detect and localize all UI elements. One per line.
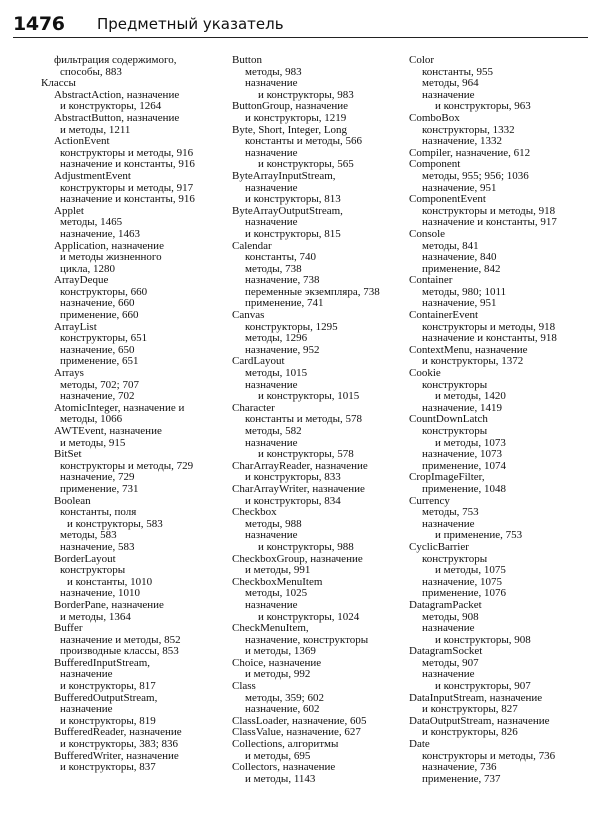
index-entry: назначение, 1010 <box>60 587 141 600</box>
index-entry: Console <box>409 227 446 240</box>
index-entry: и конструкторы, 815 <box>245 227 341 240</box>
index-entry: CharArrayWriter, назначение <box>232 482 365 495</box>
index-entry: Application, назначение <box>54 239 164 252</box>
index-entry: Choice, назначение <box>232 656 322 669</box>
page-number: 1476 <box>13 13 65 35</box>
index-entry: ActionEvent <box>54 135 110 148</box>
index-entry: BitSet <box>54 448 82 461</box>
index-entry: назначение, конструкторы <box>245 633 369 646</box>
index-entry: применение, 1074 <box>422 459 507 472</box>
index-entry: BufferedReader, назначение <box>54 726 182 739</box>
index-entry: и применение, 753 <box>435 529 523 542</box>
index-entry: ContainerEvent <box>409 309 479 322</box>
index-entry: Canvas <box>232 309 265 322</box>
index-entry: назначение <box>245 181 298 194</box>
index-entry: и методы, 1420 <box>435 390 506 403</box>
index-entry: назначение <box>245 77 298 90</box>
index-entry: и конструкторы, 907 <box>435 680 531 693</box>
index-entry: и методы, 1073 <box>435 436 506 449</box>
index-entry: и методы, 992 <box>245 668 311 681</box>
index-entry: Buffer <box>54 622 83 635</box>
index-entry: и конструкторы, 1015 <box>258 390 360 403</box>
index-entry: Class <box>232 680 256 693</box>
index-entry: CheckboxGroup, назначение <box>232 552 363 565</box>
index-entry: назначение <box>422 668 475 681</box>
index-entry: Collections, алгоритмы <box>232 738 339 751</box>
index-entry: AdjustmentEvent <box>54 169 131 182</box>
index-entry: конструкторы и методы, 918 <box>422 204 556 217</box>
index-entry: и конструкторы, 813 <box>245 193 341 206</box>
index-entry: и конструкторы, 988 <box>258 540 354 553</box>
page-title: Предметный указатель <box>97 15 284 33</box>
index-entry: назначение, 1419 <box>422 401 503 414</box>
index-entry: производные классы, 853 <box>60 645 179 658</box>
index-entry: назначение и константы, 918 <box>422 332 557 345</box>
index-entry: CheckMenuItem, <box>232 622 309 635</box>
index-entry: Component <box>409 158 461 171</box>
index-entry: и методы, 1075 <box>435 564 506 577</box>
index-entry: Character <box>232 401 275 414</box>
index-entry: AbstractAction, назначение <box>54 88 180 101</box>
index-entry: Arrays <box>54 367 84 380</box>
index-entry: и конструкторы, 578 <box>258 448 354 461</box>
index-entry: применение, 1048 <box>422 482 507 495</box>
index-entry: назначение, 1332 <box>422 135 503 148</box>
index-entry: применение, 660 <box>60 309 139 322</box>
index-entry: и конструкторы, 1219 <box>245 111 347 124</box>
index-entry: назначение <box>422 622 475 635</box>
index-entry: Currency <box>409 494 450 507</box>
index-entry: DatagramSocket <box>409 645 483 658</box>
index-entry: константы и методы, 566 <box>245 135 363 148</box>
index-entry: ContextMenu, назначение <box>409 343 528 356</box>
index-entry: и конструкторы, 963 <box>435 100 531 113</box>
index-entry: конструкторы и методы, 917 <box>60 181 194 194</box>
index-entry: методы, 1465 <box>60 216 123 229</box>
index-entry: BufferedInputStream, <box>54 656 151 669</box>
index-entry: конструкторы и методы, 736 <box>422 749 556 762</box>
index-entry: и конструкторы, 826 <box>422 726 518 739</box>
index-entry: назначение <box>245 529 298 542</box>
index-entry: методы, 907 <box>422 656 479 669</box>
index-entry: назначение, 736 <box>422 761 497 774</box>
index-entry: назначение, 660 <box>60 297 135 310</box>
index-entry: методы, 582 <box>245 425 302 437</box>
index-entry: назначение, 951 <box>422 181 497 194</box>
index-entry: и конструкторы, 833 <box>245 471 341 484</box>
index-entry: методы, 1015 <box>245 367 308 380</box>
index-entry: конструкторы <box>422 425 488 437</box>
index-entry: и конструкторы, 1264 <box>60 100 162 113</box>
index-entry: назначение, 583 <box>60 540 135 553</box>
index-entry: BorderLayout <box>54 552 116 565</box>
index-entry: Boolean <box>54 494 91 507</box>
index-entry: Button <box>232 54 262 66</box>
index-entry: методы, 1025 <box>245 587 308 600</box>
index-entry: и методы, 1143 <box>245 772 316 785</box>
index-entry: и конструкторы, 908 <box>435 633 531 646</box>
index-entry: ArrayList <box>54 320 97 333</box>
index-entry: ClassLoader, назначение, 605 <box>232 714 367 727</box>
index-entry: методы, 702; 707 <box>60 378 139 391</box>
index-entry: назначение, 1075 <box>422 575 503 588</box>
index-entry: конструкторы, 1332 <box>422 123 515 136</box>
index-entry: и методы, 915 <box>60 436 126 449</box>
index-entry: методы, 955; 956; 1036 <box>422 169 529 182</box>
index-entry: Color <box>409 54 435 66</box>
index-entry: назначение, 729 <box>60 471 135 484</box>
index-column-2 <box>232 55 402 785</box>
index-entry: конструкторы и методы, 916 <box>60 146 194 159</box>
index-entry: CyclicBarrier <box>409 540 469 553</box>
index-entry: ButtonGroup, назначение <box>232 100 349 113</box>
index-entry: назначение и константы, 916 <box>60 158 195 171</box>
index-entry: методы, 359; 602 <box>245 691 324 704</box>
index-entry: методы, 738 <box>245 262 302 275</box>
index-entry: Applet <box>54 204 84 217</box>
index-entry: и конструкторы, 583 <box>67 517 163 530</box>
index-entry: и методы, 695 <box>245 749 311 762</box>
index-entry: назначение <box>422 517 475 530</box>
index-entry: конструкторы и методы, 918 <box>422 320 556 333</box>
index-entry: назначение и константы, 916 <box>60 193 195 206</box>
index-entry: Container <box>409 274 453 287</box>
index-entry: Byte, Short, Integer, Long <box>232 123 348 136</box>
index-entry: Checkbox <box>232 506 277 519</box>
index-entry: ByteArrayInputStream, <box>232 169 336 182</box>
index-entry: методы, 583 <box>60 529 117 542</box>
index-entry: назначение, 602 <box>245 703 320 716</box>
index-entry: и конструкторы, 983 <box>258 88 354 101</box>
index-entry: и конструкторы, 1372 <box>422 355 524 368</box>
index-entry: применение, 741 <box>245 297 324 310</box>
index-entry: AbstractButton, назначение <box>54 111 180 124</box>
index-entry: AWTEvent, назначение <box>54 425 162 437</box>
index-entry: CountDownLatch <box>409 413 488 426</box>
index-entry: и методы жизненного <box>60 251 162 264</box>
index-entry: переменные экземпляра, 738 <box>245 285 380 298</box>
index-entry: методы, 908 <box>422 610 479 623</box>
index-entry: константы, 955 <box>422 65 493 78</box>
index-entry: CharArrayReader, назначение <box>232 459 368 472</box>
index-entry: конструкторы <box>422 378 488 391</box>
index-entry: и конструкторы, 1024 <box>258 610 360 623</box>
index-entry: назначение и методы, 852 <box>60 633 181 646</box>
index-entry: и конструкторы, 383; 836 <box>60 738 179 751</box>
index-column-3 <box>409 55 594 785</box>
index-entry: методы, 753 <box>422 506 479 519</box>
index-entry: применение, 737 <box>422 772 501 785</box>
index-entry: фильтрация содержимого, <box>54 54 177 66</box>
index-entry: назначение, 650 <box>60 343 135 356</box>
index-entry: и конструкторы, 834 <box>245 494 341 507</box>
index-entry: назначение <box>245 146 298 159</box>
index-entry: методы, 988 <box>245 517 302 530</box>
index-entry: методы, 1296 <box>245 332 308 345</box>
index-entry: конструкторы <box>60 564 126 577</box>
index-entry: и конструкторы, 817 <box>60 680 156 693</box>
index-entry: цикла, 1280 <box>60 262 115 275</box>
index-entry: CheckboxMenuItem <box>232 575 323 588</box>
index-entry: AtomicInteger, назначение и <box>54 401 185 414</box>
index-entry: и конструкторы, 565 <box>258 158 354 171</box>
index-entry: назначение <box>245 436 298 449</box>
index-entry: методы, 964 <box>422 77 479 90</box>
index-entry: назначение, 840 <box>422 251 497 264</box>
index-entry: CropImageFilter, <box>409 471 485 484</box>
index-entry: применение, 1076 <box>422 587 507 600</box>
index-column-1 <box>41 55 219 774</box>
index-entry: ByteArrayOutputStream, <box>232 204 343 217</box>
index-entry: конструкторы, 660 <box>60 285 148 298</box>
index-entry: конструкторы и методы, 729 <box>60 459 194 472</box>
page-header <box>13 9 588 38</box>
index-entry: Классы <box>41 77 76 90</box>
index-entry: конструкторы, 1295 <box>245 320 338 333</box>
index-entry: и константы, 1010 <box>67 575 153 588</box>
index-entry: и методы, 1211 <box>60 123 131 136</box>
index-entry: ArrayDeque <box>54 274 109 287</box>
index-entry: назначение <box>245 216 298 229</box>
index-entry: применение, 842 <box>422 262 501 275</box>
index-entry: назначение <box>60 703 113 716</box>
index-entry: и методы, 991 <box>245 564 311 577</box>
index-entry: методы, 980; 1011 <box>422 285 507 298</box>
index-entry: назначение, 738 <box>245 274 320 287</box>
index-entry: назначение <box>245 378 298 391</box>
index-entry: Compiler, назначение, 612 <box>409 146 531 159</box>
index-entry: константы и методы, 578 <box>245 413 363 426</box>
index-entry: конструкторы, 651 <box>60 332 148 345</box>
index-entry: назначение и константы, 917 <box>422 216 557 229</box>
index-entry: Collectors, назначение <box>232 761 336 774</box>
index-entry: и методы, 1369 <box>245 645 316 658</box>
index-entry: DatagramPacket <box>409 598 482 611</box>
index-entry: методы, 983 <box>245 65 302 78</box>
index-entry: назначение <box>60 668 113 681</box>
index-entry: и методы, 1364 <box>60 610 131 623</box>
index-entry: назначение, 952 <box>245 343 320 356</box>
index-entry: Calendar <box>232 239 272 252</box>
index-entry: методы, 841 <box>422 239 479 252</box>
index-entry: способы, 883 <box>60 65 122 78</box>
index-entry: DataOutputStream, назначение <box>409 714 550 727</box>
index-entry: и конструкторы, 837 <box>60 761 156 774</box>
index-entry: назначение, 1073 <box>422 448 503 461</box>
index-entry: назначение, 951 <box>422 297 497 310</box>
index-entry: Date <box>409 738 430 751</box>
index-entry: методы, 1066 <box>60 413 123 426</box>
index-entry: константы, поля <box>60 506 137 519</box>
index-entry: ClassValue, назначение, 627 <box>232 726 361 739</box>
index-entry: и конструкторы, 827 <box>422 703 518 716</box>
index-entry: конструкторы <box>422 552 488 565</box>
index-entry: применение, 651 <box>60 355 139 368</box>
index-entry: ComponentEvent <box>409 193 486 206</box>
index-entry: BufferedWriter, назначение <box>54 749 179 762</box>
index-entry: назначение, 1463 <box>60 227 141 240</box>
index-entry: DataInputStream, назначение <box>409 691 543 704</box>
index-entry: ComboBox <box>409 111 460 124</box>
index-entry: назначение, 702 <box>60 390 135 403</box>
index-entry: константы, 740 <box>245 251 316 264</box>
index-entry: применение, 731 <box>60 482 139 495</box>
index-entry: BufferedOutputStream, <box>54 691 158 704</box>
index-entry: назначение <box>422 88 475 101</box>
index-entry: и конструкторы, 819 <box>60 714 156 727</box>
index-entry: назначение <box>245 598 298 611</box>
index-entry: CardLayout <box>232 355 285 368</box>
index-entry: BorderPane, назначение <box>54 598 164 611</box>
index-entry: Cookie <box>409 367 441 380</box>
